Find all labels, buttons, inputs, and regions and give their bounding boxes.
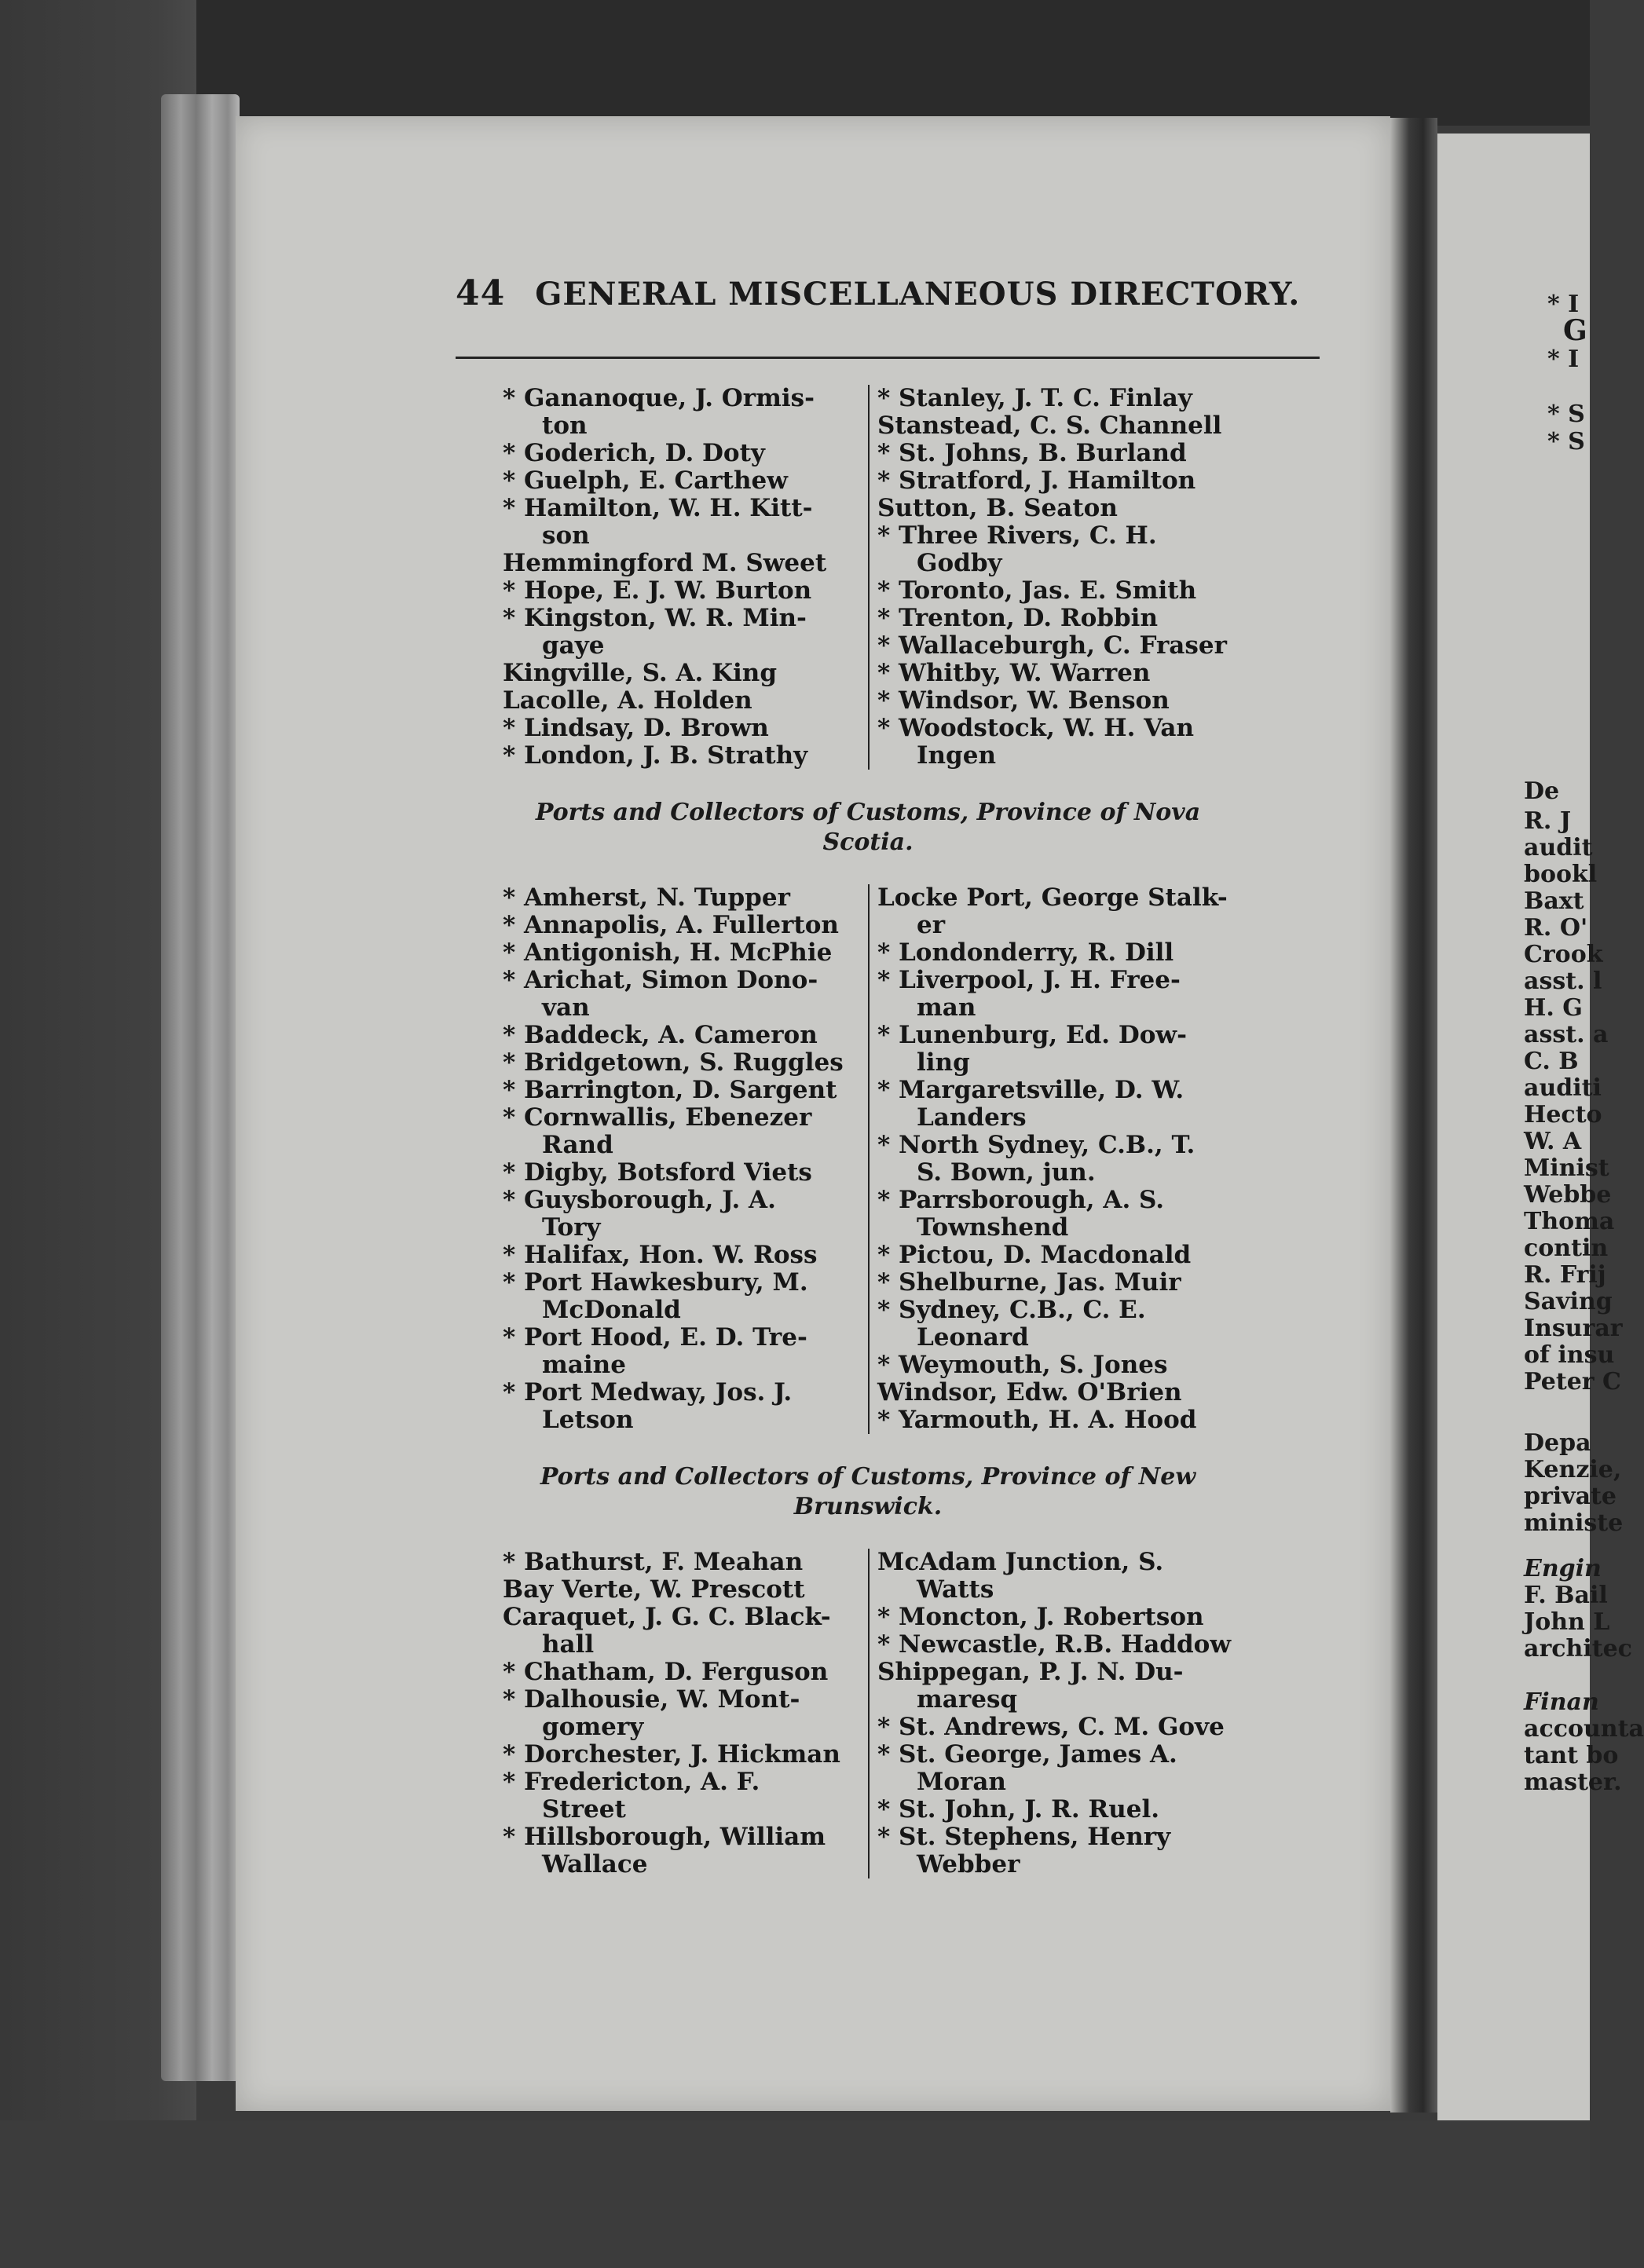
directory-entry bbox=[503, 1159, 860, 1187]
directory-entry bbox=[877, 1242, 1233, 1269]
entry-text: * Shelburne, Jas. Muir bbox=[877, 1268, 1181, 1297]
left-column bbox=[503, 884, 868, 1434]
entry-text: * St. Andrews, C. M. Gove bbox=[877, 1713, 1225, 1741]
directory-entry bbox=[877, 1269, 1233, 1297]
entry-text: * Hamilton, W. H. Kitt- bbox=[503, 494, 813, 522]
book-gutter bbox=[1390, 118, 1437, 2113]
directory-entry bbox=[503, 440, 860, 467]
section-nova-scotia-ports bbox=[503, 884, 1233, 1434]
entry-text: * Guysborough, J. A. bbox=[503, 1186, 776, 1214]
entry-continuation: Leonard bbox=[917, 1323, 1029, 1352]
facing-page-text-fragment: H. G bbox=[1524, 994, 1583, 1022]
directory-entry bbox=[877, 1604, 1233, 1631]
directory-entry bbox=[503, 884, 860, 912]
entry-text: * Stanley, J. T. C. Finlay bbox=[877, 384, 1192, 412]
entry-continuation: Ingen bbox=[917, 741, 996, 770]
directory-entry bbox=[877, 1077, 1233, 1132]
entry-text: * Londonderry, R. Dill bbox=[877, 938, 1174, 967]
entry-text: Stanstead, C. S. Channell bbox=[877, 412, 1222, 440]
entry-text: * Trenton, D. Robbin bbox=[877, 604, 1158, 632]
entry-continuation: maresq bbox=[917, 1685, 1018, 1714]
entry-continuation: Webber bbox=[917, 1850, 1020, 1878]
directory-entry bbox=[877, 1659, 1233, 1714]
running-header bbox=[456, 273, 1320, 320]
entry-continuation: ton bbox=[542, 412, 588, 440]
facing-page-text-fragment: * S bbox=[1547, 401, 1585, 428]
directory-entry bbox=[877, 605, 1233, 632]
directory-entry bbox=[877, 1549, 1233, 1604]
entry-text: * Lunenburg, Ed. Dow- bbox=[877, 1021, 1187, 1049]
entry-text: * Sydney, C.B., C. E. bbox=[877, 1296, 1146, 1324]
facing-page-text-fragment: accounta bbox=[1524, 1715, 1644, 1743]
directory-entry bbox=[877, 577, 1233, 605]
entry-text: * Port Medway, Jos. J. bbox=[503, 1378, 793, 1407]
facing-page-text-fragment: Finan bbox=[1524, 1688, 1599, 1716]
directory-entry bbox=[877, 939, 1233, 967]
directory-entry bbox=[503, 715, 860, 742]
entry-text: * Cornwallis, Ebenezer bbox=[503, 1103, 812, 1132]
entry-text: * Bathurst, F. Meahan bbox=[503, 1548, 804, 1576]
entry-text: * Dorchester, J. Hickman bbox=[503, 1740, 840, 1769]
directory-entry bbox=[877, 884, 1233, 939]
facing-page-text-fragment: Minist bbox=[1524, 1154, 1609, 1182]
entry-text: * Hillsborough, William bbox=[503, 1823, 826, 1851]
directory-entry bbox=[503, 1686, 860, 1741]
entry-continuation: son bbox=[542, 521, 590, 550]
directory-entry bbox=[503, 1769, 860, 1824]
entry-text: * Guelph, E. Carthew bbox=[503, 466, 788, 495]
right-column bbox=[868, 1549, 1233, 1878]
directory-entry bbox=[877, 632, 1233, 660]
entry-text: * Kingston, W. R. Min- bbox=[503, 604, 807, 632]
directory-entry bbox=[877, 1187, 1233, 1242]
entry-text: * Weymouth, S. Jones bbox=[877, 1351, 1168, 1379]
directory-entry bbox=[503, 1324, 860, 1379]
entry-continuation: Wallace bbox=[542, 1850, 648, 1878]
section-heading-nova-scotia: Ports and Collectors of Customs, Province of Nova Scotia. bbox=[535, 799, 1201, 856]
directory-entry bbox=[877, 1352, 1233, 1379]
directory-entry bbox=[877, 467, 1233, 495]
entry-text: * Port Hood, E. D. Tre- bbox=[503, 1323, 807, 1352]
section-ontario-ports bbox=[503, 385, 1233, 770]
entry-continuation: Godby bbox=[917, 549, 1002, 577]
directory-entry bbox=[877, 495, 1233, 522]
entry-text: * Barrington, D. Sargent bbox=[503, 1076, 837, 1104]
facing-page-text-fragment: R. O' bbox=[1524, 914, 1588, 942]
entry-text: Locke Port, George Stalk- bbox=[877, 883, 1228, 912]
right-column bbox=[868, 884, 1233, 1434]
entry-text: Hemmingford M. Sweet bbox=[503, 549, 827, 577]
entry-text: * St. Stephens, Henry bbox=[877, 1823, 1171, 1851]
directory-entry bbox=[877, 385, 1233, 412]
directory-entry bbox=[503, 1104, 860, 1159]
facing-page-text-fragment: audit bbox=[1524, 834, 1593, 861]
entry-text: * Toronto, Jas. E. Smith bbox=[877, 576, 1197, 605]
entry-text: * Amherst, N. Tupper bbox=[503, 883, 790, 912]
directory-entry bbox=[503, 742, 860, 770]
entry-continuation: man bbox=[917, 993, 976, 1022]
directory-entry bbox=[877, 1132, 1233, 1187]
right-column bbox=[868, 385, 1233, 770]
facing-page-text-fragment: * I bbox=[1547, 346, 1580, 373]
entry-text: * Yarmouth, H. A. Hood bbox=[877, 1406, 1197, 1434]
header-rule bbox=[456, 357, 1320, 359]
entry-text: * Windsor, W. Benson bbox=[877, 686, 1170, 715]
entry-text: * St. John, J. R. Ruel. bbox=[877, 1795, 1160, 1824]
section-new-brunswick-ports bbox=[503, 1549, 1233, 1878]
facing-page-text-fragment: R. Frij bbox=[1524, 1261, 1606, 1289]
entry-continuation: gomery bbox=[542, 1713, 644, 1741]
entry-text: * Hope, E. J. W. Burton bbox=[503, 576, 812, 605]
facing-page-text-fragment: Kenzie, bbox=[1524, 1456, 1622, 1483]
page-number: 44 bbox=[456, 273, 506, 313]
directory-entry bbox=[503, 385, 860, 440]
facing-page-text-fragment: John L bbox=[1524, 1608, 1610, 1636]
two-column-list bbox=[503, 385, 1233, 770]
entry-text: * St. Johns, B. Burland bbox=[877, 439, 1187, 467]
entry-text: * Digby, Botsford Viets bbox=[503, 1158, 812, 1187]
directory-entry bbox=[503, 550, 860, 577]
facing-page-text-fragment: Crook bbox=[1524, 941, 1603, 968]
entry-text: * Woodstock, W. H. Van bbox=[877, 714, 1194, 742]
directory-entry bbox=[877, 1631, 1233, 1659]
entry-text: * Chatham, D. Ferguson bbox=[503, 1658, 829, 1686]
directory-entry bbox=[503, 1077, 860, 1104]
entry-text: * Annapolis, A. Fullerton bbox=[503, 911, 839, 939]
entry-text: Lacolle, A. Holden bbox=[503, 686, 752, 715]
directory-entry bbox=[877, 440, 1233, 467]
facing-page-text-fragment: De bbox=[1524, 777, 1560, 805]
entry-continuation: Letson bbox=[542, 1406, 634, 1434]
entry-text: Bay Verte, W. Prescott bbox=[503, 1575, 805, 1604]
directory-entry bbox=[503, 1022, 860, 1049]
facing-page-header-fragment: G bbox=[1563, 314, 1587, 347]
facing-page-text-fragment: asst. l bbox=[1524, 968, 1602, 995]
directory-entry bbox=[877, 1714, 1233, 1741]
facing-page-text-fragment: * S bbox=[1547, 428, 1585, 455]
entry-continuation: van bbox=[542, 993, 590, 1022]
facing-page-text-fragment: Webbe bbox=[1524, 1181, 1612, 1209]
directory-entry bbox=[877, 715, 1233, 770]
facing-page-text-fragment: bookl bbox=[1524, 861, 1598, 888]
directory-entry bbox=[877, 1407, 1233, 1434]
facing-page-text-fragment: Peter C bbox=[1524, 1368, 1621, 1396]
entry-text: * Fredericton, A. F. bbox=[503, 1768, 760, 1796]
facing-page-text-fragment: Insurar bbox=[1524, 1315, 1623, 1342]
directory-entry bbox=[877, 1297, 1233, 1352]
entry-text: McAdam Junction, S. bbox=[877, 1548, 1164, 1576]
facing-page-text-fragment: * I bbox=[1547, 291, 1580, 318]
directory-entry bbox=[503, 1659, 860, 1686]
directory-entry bbox=[503, 577, 860, 605]
directory-entry bbox=[503, 967, 860, 1022]
entry-continuation: Street bbox=[542, 1795, 626, 1824]
entry-continuation: Moran bbox=[917, 1768, 1006, 1796]
two-column-list bbox=[503, 884, 1233, 1434]
entry-text: * London, J. B. Strathy bbox=[503, 741, 808, 770]
directory-entry bbox=[503, 1604, 860, 1659]
facing-page-text-fragment: Baxt bbox=[1524, 887, 1584, 915]
directory-entry bbox=[503, 687, 860, 715]
facing-page-text-fragment: master. bbox=[1524, 1769, 1622, 1796]
entry-text: * Stratford, J. Hamilton bbox=[877, 466, 1196, 495]
directory-content bbox=[503, 385, 1233, 1878]
directory-entry bbox=[503, 1242, 860, 1269]
entry-text: * Antigonish, H. McPhie bbox=[503, 938, 833, 967]
facing-page-text-fragment: ministe bbox=[1524, 1509, 1624, 1537]
directory-entry bbox=[503, 1824, 860, 1878]
entry-text: * Port Hawkesbury, M. bbox=[503, 1268, 808, 1297]
directory-entry bbox=[877, 1379, 1233, 1407]
facing-page bbox=[1437, 134, 1644, 2120]
entry-continuation: gaye bbox=[542, 631, 605, 660]
book-page-edges bbox=[161, 94, 240, 2081]
entry-text: * Bridgetown, S. Ruggles bbox=[503, 1048, 844, 1077]
directory-entry bbox=[877, 522, 1233, 577]
entry-text: * Liverpool, J. H. Free- bbox=[877, 966, 1181, 994]
entry-text: Caraquet, J. G. C. Black- bbox=[503, 1603, 831, 1631]
directory-entry bbox=[503, 1187, 860, 1242]
entry-text: * Baddeck, A. Cameron bbox=[503, 1021, 818, 1049]
facing-page-text-fragment: W. A bbox=[1524, 1128, 1582, 1155]
entry-continuation: Watts bbox=[917, 1575, 994, 1604]
facing-page-text-fragment: Depa bbox=[1524, 1429, 1591, 1457]
directory-entry bbox=[877, 1824, 1233, 1878]
facing-page-text-fragment: tant bo bbox=[1524, 1742, 1619, 1769]
entry-text: * Gananoque, J. Ormis- bbox=[503, 384, 815, 412]
entry-text: * Moncton, J. Robertson bbox=[877, 1603, 1204, 1631]
entry-continuation: hall bbox=[542, 1630, 595, 1659]
entry-text: * Wallaceburgh, C. Fraser bbox=[877, 631, 1227, 660]
directory-entry bbox=[503, 1379, 860, 1434]
facing-page-text-fragment: auditi bbox=[1524, 1074, 1602, 1102]
entry-text: Sutton, B. Seaton bbox=[877, 494, 1118, 522]
directory-entry bbox=[877, 967, 1233, 1022]
directory-entry bbox=[503, 939, 860, 967]
directory-entry bbox=[877, 687, 1233, 715]
entry-continuation: Townshend bbox=[917, 1213, 1069, 1242]
directory-entry bbox=[503, 1049, 860, 1077]
facing-page-text-fragment: Saving bbox=[1524, 1288, 1613, 1315]
facing-page-text-fragment: contin bbox=[1524, 1235, 1609, 1262]
directory-entry bbox=[503, 912, 860, 939]
directory-entry bbox=[503, 605, 860, 660]
section-heading-new-brunswick: Ports and Collectors of Customs, Province of New Brunswick. bbox=[540, 1463, 1196, 1520]
page-title: GENERAL MISCELLANEOUS DIRECTORY. bbox=[535, 276, 1301, 313]
directory-entry bbox=[503, 1269, 860, 1324]
entry-continuation: McDonald bbox=[542, 1296, 681, 1324]
entry-continuation: maine bbox=[542, 1351, 626, 1379]
two-column-list bbox=[503, 1549, 1233, 1878]
facing-page-text-fragment: C. B bbox=[1524, 1048, 1579, 1075]
entry-continuation: er bbox=[917, 911, 946, 939]
left-column bbox=[503, 385, 868, 770]
entry-continuation: S. Bown, jun. bbox=[917, 1158, 1096, 1187]
directory-entry bbox=[503, 1576, 860, 1604]
entry-text: * St. George, James A. bbox=[877, 1740, 1177, 1769]
entry-continuation: ling bbox=[917, 1048, 970, 1077]
directory-entry bbox=[877, 1022, 1233, 1077]
directory-entry bbox=[877, 412, 1233, 440]
directory-entry bbox=[877, 1741, 1233, 1796]
entry-text: Kingville, S. A. King bbox=[503, 659, 778, 687]
entry-text: * Goderich, D. Doty bbox=[503, 439, 765, 467]
facing-page-text-fragment: architec bbox=[1524, 1635, 1632, 1663]
left-column bbox=[503, 1549, 868, 1878]
entry-text: * Three Rivers, C. H. bbox=[877, 521, 1157, 550]
facing-page-text-fragment: Engin bbox=[1524, 1555, 1602, 1582]
entry-text: * Pictou, D. Macdonald bbox=[877, 1241, 1192, 1269]
entry-continuation: Tory bbox=[542, 1213, 601, 1242]
entry-text: * North Sydney, C.B., T. bbox=[877, 1131, 1195, 1159]
facing-page-text-fragment: asst. a bbox=[1524, 1021, 1609, 1048]
entry-text: * Arichat, Simon Dono- bbox=[503, 966, 818, 994]
entry-text: * Halifax, Hon. W. Ross bbox=[503, 1241, 818, 1269]
background-bottom bbox=[0, 2120, 1590, 2268]
directory-entry bbox=[503, 467, 860, 495]
directory-entry bbox=[503, 660, 860, 687]
directory-entry bbox=[877, 1796, 1233, 1824]
entry-continuation: Rand bbox=[542, 1131, 613, 1159]
facing-page-text-fragment: Hecto bbox=[1524, 1101, 1602, 1129]
entry-text: * Whitby, W. Warren bbox=[877, 659, 1151, 687]
directory-entry bbox=[503, 1741, 860, 1769]
directory-entry bbox=[503, 1549, 860, 1576]
facing-page-text-fragment: F. Bail bbox=[1524, 1582, 1608, 1609]
entry-continuation: Landers bbox=[917, 1103, 1027, 1132]
directory-entry bbox=[877, 660, 1233, 687]
entry-text: * Newcastle, R.B. Haddow bbox=[877, 1630, 1231, 1659]
entry-text: * Parrsborough, A. S. bbox=[877, 1186, 1165, 1214]
facing-page-text-fragment: of insu bbox=[1524, 1341, 1615, 1369]
entry-text: Shippegan, P. J. N. Du- bbox=[877, 1658, 1184, 1686]
directory-entry bbox=[503, 495, 860, 550]
facing-page-text-fragment: private bbox=[1524, 1483, 1617, 1510]
entry-text: * Dalhousie, W. Mont- bbox=[503, 1685, 800, 1714]
entry-text: * Lindsay, D. Brown bbox=[503, 714, 769, 742]
entry-text: Windsor, Edw. O'Brien bbox=[877, 1378, 1182, 1407]
entry-text: * Margaretsville, D. W. bbox=[877, 1076, 1184, 1104]
facing-page-text-fragment: Thoma bbox=[1524, 1208, 1615, 1235]
facing-page-text-fragment: R. J bbox=[1524, 807, 1572, 835]
